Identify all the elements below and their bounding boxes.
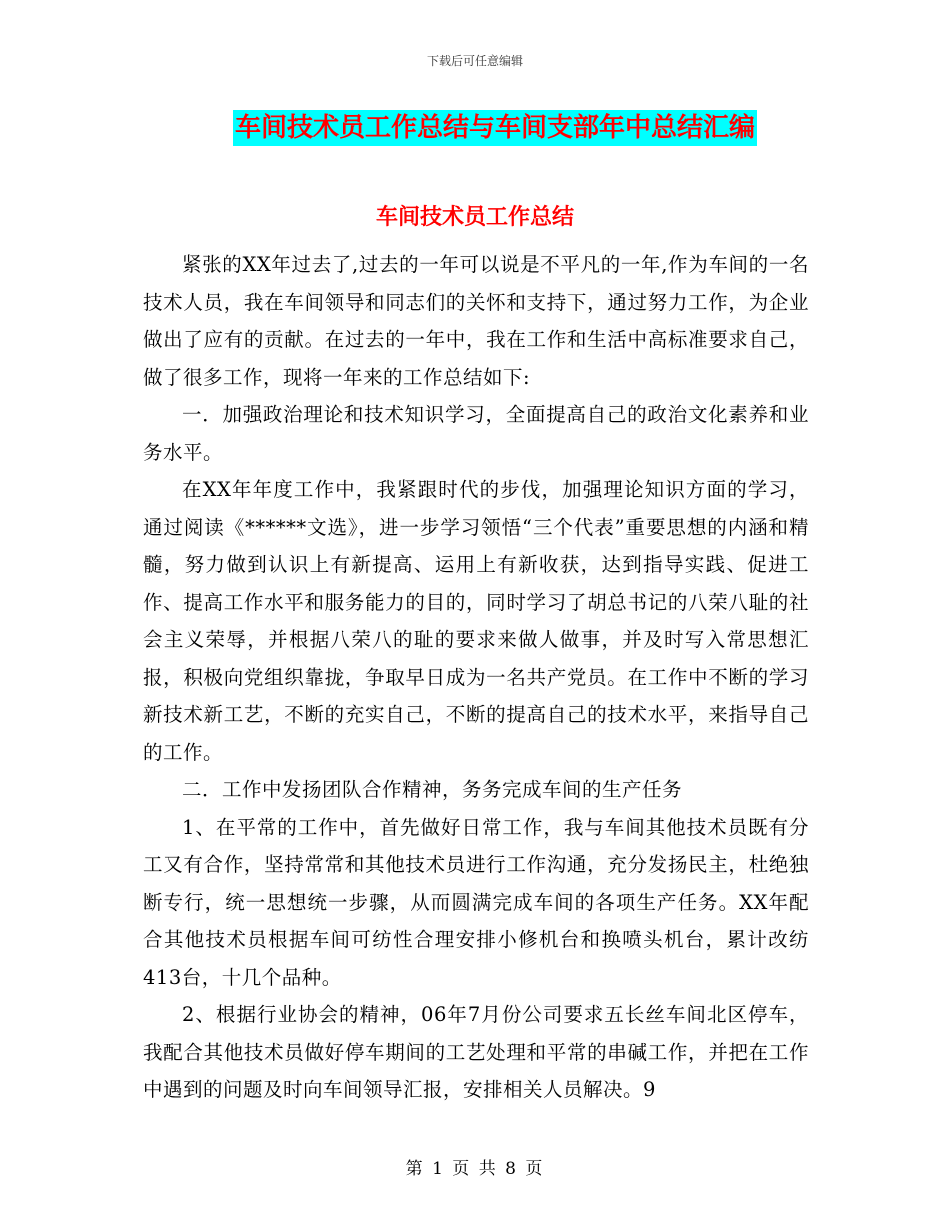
paragraph-item-2: 2、根据行业协会的精神，06年7月份公司要求五长丝车间北区停车，我配合其他技术员做好停车期间的工艺处理和平常的串碱工作，并把在工作中遇到的问题及时向车间领导汇报，安排相关人员解决。9 xyxy=(143,1003,809,1101)
document-title-wrap xyxy=(0,110,950,146)
page-number: 第 1 页 共 8 页 xyxy=(405,1159,545,1179)
paragraph-heading-1: 一．加强政治理论和技术知识学习，全面提高自己的政治文化素养和业务水平。 xyxy=(143,403,809,464)
document-title: 车间技术员工作总结与车间支部年中总结汇编 xyxy=(233,110,757,146)
document-body xyxy=(143,246,809,1109)
paragraph-intro: 紧张的XX年过去了,过去的一年可以说是不平凡的一年,作为车间的一名技术人员，我在车间领导和同志们的关怀和支持下，通过努力工作，为企业做出了应有的贡献。在过去的一年中，我在工作和生活中高标准要求自己，做了很多工作，现将一年来的工作总结如下: xyxy=(143,253,809,389)
paragraph-study: 在XX年年度工作中，我紧跟时代的步伐，加强理论知识方面的学习，通过阅读《******文选》，进一步学习领悟“三个代表”重要思想的内涵和精髓，努力做到认识上有新提高、运用上有新收获，达到指导实践、促进工作、提高工作水平和服务能力的目的，同时学习了胡总书记的八荣八耻的社会主义荣辱，并根据八荣八的耻的要求来做人做事，并及时写入常思想汇报，积极向党组织靠拢，争取早日成为一名共产党员。在工作中不断的学习新技术新工艺，不断的充实自己，不断的提高自己的技术水平，来指导自己的工作。 xyxy=(143,478,809,764)
paragraph-item-1: 1、在平常的工作中，首先做好日常工作，我与车间其他技术员既有分工又有合作，坚持常常和其他技术员进行工作沟通，充分发扬民主，杜绝独断专行，统一思想统一步骤，从而圆满完成车间的各项生产任务。XX年配合其他技术员根据车间可纺性合理安排小修机台和换喷头机台，累计改纺413台，十几个品种。 xyxy=(143,815,809,989)
paragraph-heading-2: 二．工作中发扬团队合作精神，务务完成车间的生产任务 xyxy=(182,778,683,801)
header-note: 下载后可任意编辑 xyxy=(426,54,523,68)
section-title: 车间技术员工作总结 xyxy=(375,205,574,230)
